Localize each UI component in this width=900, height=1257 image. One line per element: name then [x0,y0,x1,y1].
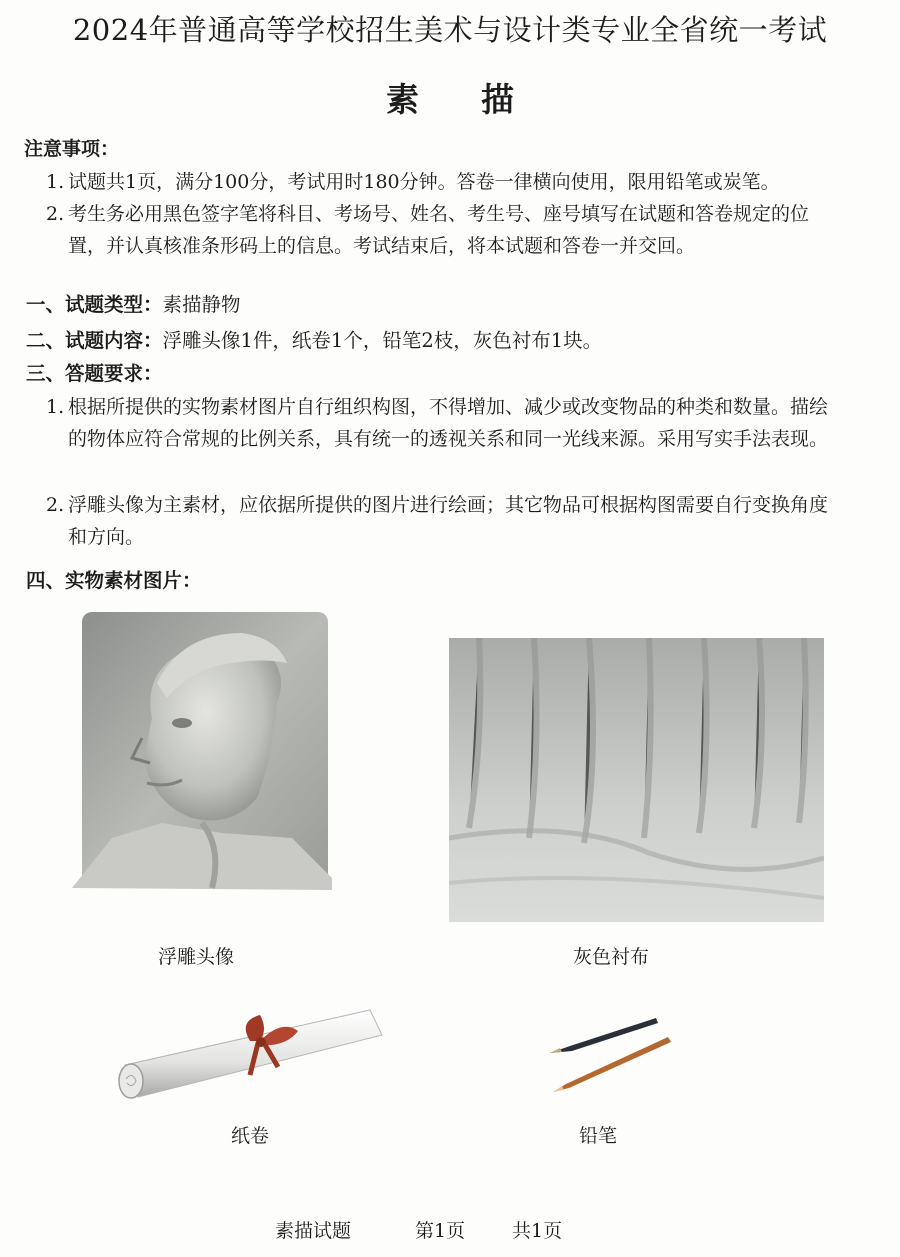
footer-page-number: 第1页 [415,1220,466,1242]
section-requirements [26,358,163,386]
subject-title: 素描 [386,80,576,119]
gray-cloth-caption: 灰色衬布 [572,946,649,968]
requirement-item-1 [46,391,846,455]
pencils-caption: 铅笔 [578,1125,617,1147]
section-materials [26,565,202,593]
pencils-photo [548,1010,678,1095]
section-content: 素描静物 [162,293,241,316]
notes-heading: 注意事项： [24,138,120,160]
section-content-list [26,325,602,353]
note-item-text: 考生务必用黑色签字笔将科目、考场号、姓名、考生号、座号填写在试题和答卷规定的位置，并认真核准条形码上的信息。考试结束后，将本试题和答卷一并交回。 [68,203,810,257]
gray-cloth-photo [449,638,824,922]
requirement-text: 根据所提供的实物素材图片自行组织构图，不得增加、减少或改变物品的种类和数量。描绘的物体应符合常规的比例关系，具有统一的透视关系和同一光线来源。采用写实手法表现。 [68,396,829,450]
note-item-number: 1. [46,171,65,193]
note-item-text: 试题共1页，满分100分，考试用时180分钟。答卷一律横向使用，限用铅笔或炭笔。 [68,171,780,193]
paper-scroll-photo [110,995,390,1105]
requirement-number: 1. [46,396,65,418]
relief-head-caption: 浮雕头像 [157,946,234,968]
section-type [26,289,241,317]
exam-title: 2024年普通高等学校招生美术与设计类专业全省统一考试 [72,13,828,47]
note-item-number: 2. [46,203,65,225]
footer-subject: 素描试题 [275,1220,352,1242]
paper-scroll-caption: 纸卷 [230,1125,269,1147]
requirement-item-2 [46,489,846,553]
section-label: 一、试题类型： [26,293,163,316]
requirement-number: 2. [46,494,65,516]
section-label: 四、实物素材图片： [26,569,202,592]
relief-head-photo [72,608,332,890]
note-item-1 [46,166,846,198]
section-content: 浮雕头像1件，纸卷1个，铅笔2枝，灰色衬布1块。 [162,329,603,352]
note-item-2 [46,198,846,262]
section-label: 三、答题要求： [26,362,163,385]
requirement-text: 浮雕头像为主素材，应依据所提供的图片进行绘画；其它物品可根据构图需要自行变换角度和方向。 [68,494,829,548]
footer-total-pages: 共1页 [512,1220,563,1242]
section-label: 二、试题内容： [26,329,163,352]
